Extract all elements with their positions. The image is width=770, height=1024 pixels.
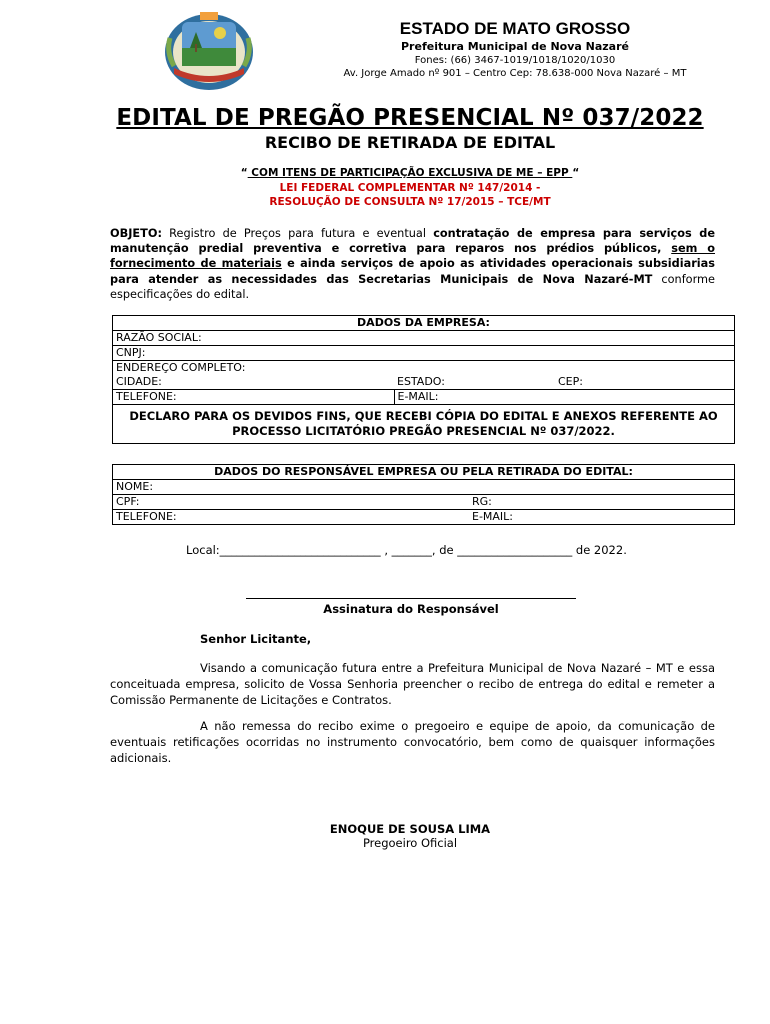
open-quote: “ — [240, 167, 248, 179]
telefone-field[interactable]: TELEFONE: — [113, 390, 395, 405]
responsible-telefone-field[interactable]: TELEFONE: — [113, 510, 470, 525]
company-data-header: DADOS DA EMPRESA: — [113, 316, 735, 331]
responsible-email-field[interactable]: E-MAIL: — [469, 510, 735, 525]
objeto-part1: Registro de Preços para futura e eventual — [161, 227, 434, 240]
objeto-label: OBJETO: — [110, 227, 162, 240]
close-quote: “ — [572, 167, 580, 179]
email-field[interactable]: E-MAIL: — [394, 390, 735, 405]
objeto-paragraph — [110, 226, 715, 302]
state-name: ESTADO DE MATO GROSSO — [399, 19, 631, 38]
prefeitura-name: Prefeitura Municipal de Nova Nazaré — [401, 40, 629, 53]
signature-line — [246, 598, 576, 599]
objeto-underline: sem o fornecimento de materiais — [110, 242, 715, 271]
responsible-data-header: DADOS DO RESPONSÁVEL EMPRESA OU PELA RETIRADA DO EDITAL: — [113, 465, 735, 480]
address: Av. Jorge Amado nº 901 – Centro Cep: 78.638-000 Nova Nazaré – MT — [343, 68, 687, 79]
objeto-bold1: contratação de empresa para serviços de manutenção predial preventiva e corretiva para reparos nos prédios públicos, — [110, 227, 715, 256]
lei-complementar: LEI FEDERAL COMPLEMENTAR Nº 147/2014 - — [279, 182, 541, 194]
exclusive-text: COM ITENS DE PARTICIPAÇÃO EXCLUSIVA DE ME – EPP — [247, 167, 573, 179]
signer-name: ENOQUE DE SOUSA LIMA — [329, 822, 491, 836]
cidade-field[interactable]: CIDADE: — [113, 375, 395, 390]
company-data-table — [112, 315, 735, 444]
resolucao-consulta: RESOLUÇÃO DE CONSULTA Nº 17/2015 – TCE/MT — [269, 196, 551, 208]
salutation: Senhor Licitante, — [200, 632, 312, 646]
nome-field[interactable]: NOME: — [113, 480, 735, 495]
endereco-field[interactable]: ENDEREÇO COMPLETO: — [113, 361, 735, 376]
signature-label: Assinatura do Responsável — [323, 602, 499, 616]
rg-field[interactable]: RG: — [469, 495, 735, 510]
estado-field[interactable]: ESTADO: — [394, 375, 555, 390]
cpf-field[interactable]: CPF: — [113, 495, 470, 510]
objeto-bold2: e ainda serviços de apoio as atividades operacionais subsidiarias para atender as necessidades das Secretarias Municipais de Nova Nazaré-MT — [110, 257, 716, 286]
cep-field[interactable]: CEP: — [555, 375, 735, 390]
local-date-line: Local:____________________________ , _______, de ____________________ de 2022. — [186, 543, 627, 557]
exclusive-participation-note — [100, 167, 720, 179]
objeto-part2: conforme especificações do edital. — [110, 272, 715, 301]
razao-social-field[interactable]: RAZÃO SOCIAL: — [113, 331, 735, 346]
phone-numbers: Fones: (66) 3467-1019/1018/1020/1030 — [414, 55, 616, 66]
declaration-text: DECLARO PARA OS DEVIDOS FINS, QUE RECEBI CÓPIA DO EDITAL E ANEXOS REFERENTE AO PROCESSO LICITATÓRIO PREGÃO PRESENCIAL Nº 037/2022. — [113, 405, 735, 444]
document-subtitle: RECIBO DE RETIRADA DE EDITAL — [264, 133, 556, 152]
paragraph-communication: Visando a comunicação futura entre a Prefeitura Municipal de Nova Nazaré – MT e essa conceituada empresa, solicito de Vossa Senhoria preencher o recibo de entrega do edital e remeter a Comissão Permanente de Licitações e Contratos. — [110, 661, 715, 707]
cnpj-field[interactable]: CNPJ: — [113, 346, 735, 361]
municipal-coat-of-arms-logo — [160, 8, 258, 92]
paragraph-non-return: A não remessa do recibo exime o pregoeiro e equipe de apoio, da comunicação de eventuais retificações ocorridas no instrumento convocatório, bem como de quaisquer informações adicionais. — [110, 719, 715, 765]
document-title: EDITAL DE PREGÃO PRESENCIAL Nº 037/2022 — [116, 105, 704, 131]
signer-role: Pregoeiro Oficial — [362, 836, 458, 850]
responsible-data-table — [112, 464, 735, 525]
